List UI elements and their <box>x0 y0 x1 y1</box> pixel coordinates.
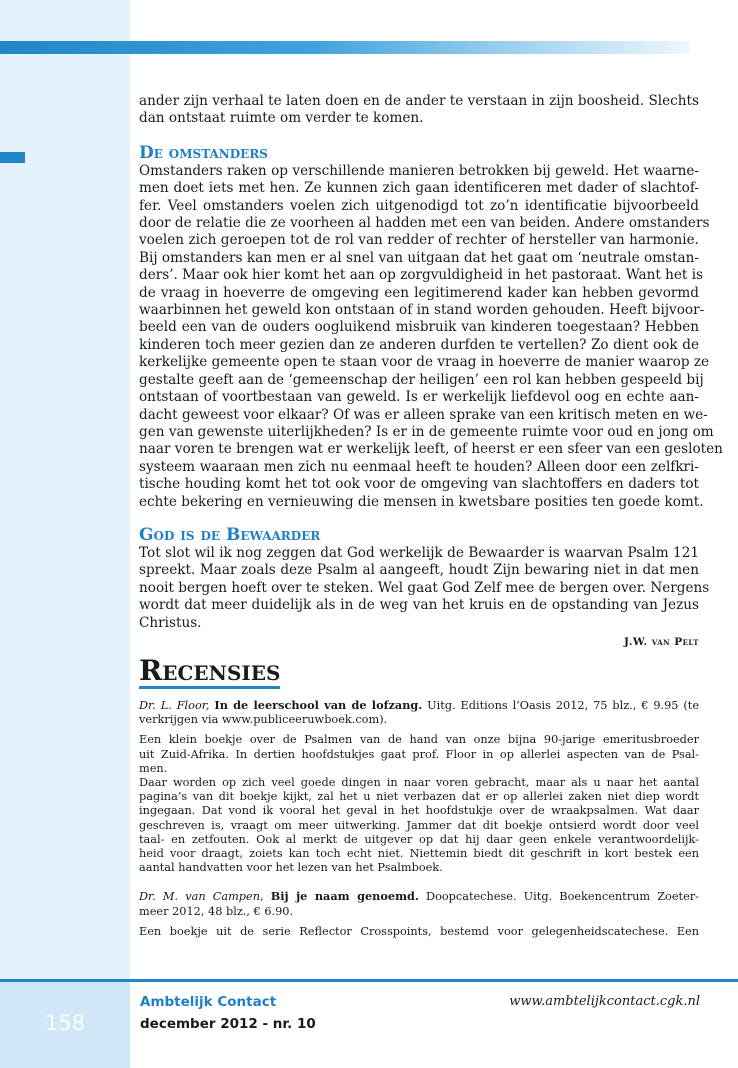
page-number: 158 <box>44 1011 86 1035</box>
review-1-paragraph-1: Een klein boekje over de Psalmen van de hand van onze bijna 90-jarige emeritusbroeder uit Zuid-Afrika. In dertien hoofdstukjes gaat prof. Floor in op allerlei aspecten van de Psal- men. <box>139 733 699 775</box>
section-paragraph-omstanders: Omstanders raken op verschillende manieren betrokken bij geweld. Het waarne- men doet iets met hen. Ze kunnen zich gaan identificeren met dader of slachtof- fer. Veel omstanders voelen zich uitgenodigd tot zo’n identificatie bijvoorbeeld door de relatie die ze voorheen al hadden met een van beiden. Andere omstanders voelen zich geroepen tot de rol van redder of rechter of hersteller van harmonie. Bij omstanders kan men er al snel van uitgaan dat het gaat om ‘neutrale omstan- ders’. Maar ook hier komt het aan op zorgvuldigheid in het pastoraat. Want het is de vraag in hoeverre de omgeving een legitimerend kader kan hebben gevormd waarbinnen het geweld kon ontstaan of in stand worden gehouden. Heeft bijvoor- beeld een van de ouders oogluikend misbruik van kinderen toegestaan? Hebben kinderen toch meer gezien dan ze anderen durfden te vertellen? Zo dient ook de kerkelijke gemeente open te staan voor de vraag in hoeverre de manier waarop ze gestalte geeft aan de ‘gemeenschap der heiligen’ een rol kan hebben gespeeld bij ontstaan of voortbestaan van geweld. Is er werkelijk liefdevol oog en echte aan- dacht geweest voor elkaar? Of was er alleen sprake van een kritisch meten en we- gen van gewenste uiterlijkheden? Is er in de gemeente ruimte voor oud en jong om naar voren te brengen wat er werkelijk leeft, of heerst er een sfeer van een gesloten systeem waaraan men zich nu eenmaal heeft te houden? Alleen door een zelfkri- tische houding komt het tot ook voor de omgeving van slachtoffers en daders tot echte bekering en vernieuwing die mensen in kwetsbare posities ten goede komt. <box>139 162 723 510</box>
review-2-paragraph-1: Een boekje uit de serie Reflector Crosspoints, bestemd voor gelegenheidscatechese. Een <box>139 924 699 938</box>
article-author: J.W. van Pelt <box>624 635 699 648</box>
review-1-paragraph-2: Daar worden op zich veel goede dingen in naar voren gebracht, maar als u naar het aantal pagina’s van dit boekje kijkt, zal het u niet verbazen dat er op allerlei zaken niet diep wordt ingegaan. Dat vond ik vooral het geval in het hoofdstukje over de wraakpsalmen. Wat daar geschreven is, vraagt om meer uitwerking. Jammer dat dit boekje ontsierd wordt door veel taal- en zetfouten. Ook al merkt de uitgever op dat hij daar geen enkele verantwoordelijk- heid voor draagt, zoiets kan toch echt niet. Niettemin biedt dit geschrift in kort bestek een aantal handvatten voor het lezen van het Psalmboek. <box>139 775 699 875</box>
article-content <box>139 93 723 939</box>
section-paragraph-bewaarder: Tot slot wil ik nog zeggen dat God werkelijk de Bewaarder is waarvan Psalm 121 spreekt. Maar zoals deze Psalm al aangeeft, houdt Zijn bewaring niet in dat men nooit bergen hoeft over te steken. Wel gaat God Zelf mee de bergen over. Nergens wordt dat meer duidelijk als in de weg van het kruis en de opstanding van Jezus Christus. <box>139 544 710 631</box>
footer-website: www.ambtelijkcontact.cgk.nl <box>509 994 700 1009</box>
side-marker-tab <box>0 152 25 163</box>
recensies-section <box>139 653 700 939</box>
recensies-title: Recensies <box>139 653 281 687</box>
intro-paragraph <box>139 93 699 128</box>
text-line: ander zijn verhaal te laten doen en de ander te verstaan in zijn boosheid. Slechts <box>139 93 699 109</box>
review-2-citation: Dr. M. van Campen, Bij je naam genoemd. Doopcatechese. Uitg. Boekencentrum Zoeter- meer 2012, 48 blz., € 6.90. <box>139 889 699 918</box>
section-heading-omstanders: De omstanders <box>139 142 268 163</box>
footer-magazine-name: Ambtelijk Contact <box>140 994 277 1010</box>
footer-issue: december 2012 - nr. 10 <box>140 1016 316 1032</box>
review-1-citation: Dr. L. Floor, In de leerschool van de lofzang. Uitg. Editions l’Oasis 2012, 75 blz., € 9.95 (te verkrijgen via www.publiceeruwboek.com). <box>139 697 700 727</box>
header-gradient-bar <box>0 41 690 54</box>
text-line: dan ontstaat ruimte om verder te komen. <box>139 110 424 127</box>
section-heading-bewaarder: God is de Bewaarder <box>139 524 321 545</box>
